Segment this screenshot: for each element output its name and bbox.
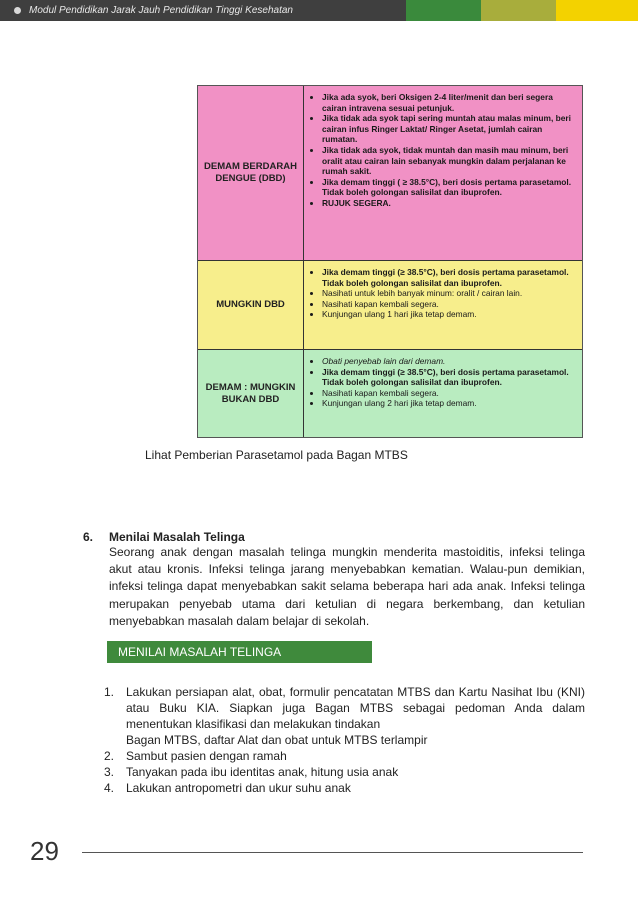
header-color-block-green [406,0,481,21]
table-row-label: MUNGKIN DBD [198,261,304,349]
classification-table [197,85,583,438]
page-header [0,0,638,21]
table-item: • Jika demam tinggi ( ≥ 38.5°C), beri dosis pertama parasetamol. Tidak boleh golongan salisilat dan ibuprofen. [322,177,578,198]
table-row-label: DEMAM BERDARAH DENGUE (DBD) [198,86,304,260]
step-text: Sambut pasien dengan ramah [126,749,287,763]
step-text: Tanyakan pada ibu identitas anak, hitung usia anak [126,765,399,779]
header-title-bar [0,0,406,21]
table-item: • Kunjungan ulang 1 hari jika tetap demam. [322,309,578,320]
list-item [104,764,585,780]
subsection-banner: MENILAI MASALAH TELINGA [107,641,372,663]
table-item: • RUJUK SEGERA. [322,198,578,209]
table-row-mungkin-dbd [198,261,582,350]
steps-list [104,684,585,796]
step-number: 2. [104,749,115,763]
section-number: 6. [83,530,94,544]
bullet-icon [14,7,21,14]
footer-divider [82,852,583,853]
table-row-actions [304,350,582,437]
section-title: Menilai Masalah Telinga [109,530,245,544]
table-item: • Obati penyebab lain dari demam. [322,356,578,367]
list-item [104,732,585,748]
table-item: • Jika tidak ada syok tapi sering muntah atau malas minum, beri cairan infus Ringer Laktat/ Ringer Asetat, jumlah cairan rumatan. [322,113,578,145]
header-color-block-olive [481,0,556,21]
table-item: • Kunjungan ulang 2 hari jika tetap demam. [322,398,578,409]
table-item: • Jika demam tinggi (≥ 38.5°C), beri dosis pertama parasetamol. Tidak boleh golongan salisilat dan ibuprofen. [322,367,578,388]
table-row-dbd [198,86,582,261]
table-item: • Nasihati kapan kembali segera. [322,299,578,310]
table-row-actions [304,261,582,349]
page-number: 29 [30,836,59,866]
list-item [104,684,585,732]
step-number: 4. [104,781,115,795]
step-text: Lakukan persiapan alat, obat, formulir pencatatan MTBS dan Kartu Nasihat Ibu (KNI) atau Buku KIA. Siapkan juga Bagan MTBS sebagai pedoman Anda dalam menentukan klasifikasi dan melakukan tindakan [126,685,585,731]
section-body: Seorang anak dengan masalah telinga mungkin menderita mastoiditis, infeksi telinga akut atau kronis. Infeksi telinga jarang menyebabkan kematian. Walau-pun demikian, infeksi telinga dapat menyebabkan sakit selama beberapa hari ada anak. Infeksi telinga merupakan penyebab utama dari ketulian di negara berkembang, dan ketulian menyebabkan masalah dalam belajar di sekolah. [109,545,585,628]
table-item: • Jika ada syok, beri Oksigen 2-4 liter/menit dan beri segera cairan intravena sesuai petunjuk. [322,92,578,113]
list-item [104,780,585,796]
step-text: Bagan MTBS, daftar Alat dan obat untuk MTBS terlampir [126,733,428,747]
table-row-bukan-dbd [198,350,582,437]
table-item: • Nasihati kapan kembali segera. [322,388,578,399]
table-row-actions [304,86,582,260]
step-number: 3. [104,765,115,779]
list-item [104,748,585,764]
table-item: • Jika demam tinggi (≥ 38.5°C), beri dosis pertama parasetamol. Tidak boleh golongan salisilat dan ibuprofen. [322,267,578,288]
table-row-label: DEMAM : MUNGKIN BUKAN DBD [198,350,304,437]
section-heading [83,530,585,544]
step-number: 1. [104,685,115,699]
header-title: Modul Pendidikan Jarak Jauh Pendidikan Tinggi Kesehatan [29,5,293,16]
section-6 [83,530,585,630]
table-item: • Jika tidak ada syok, tidak muntah dan masih mau minum, beri oralit atau cairan lain sebanyak mungkin dalam perjalanan ke rumah sakit. [322,145,578,177]
table-item: • Nasihati untuk lebih banyak minum: oralit / cairan lain. [322,288,578,299]
step-number [104,732,126,748]
step-text: Lakukan antropometri dan ukur suhu anak [126,781,351,795]
header-color-block-yellow [556,0,638,21]
figure-caption: Lihat Pemberian Parasetamol pada Bagan MTBS [145,448,408,462]
